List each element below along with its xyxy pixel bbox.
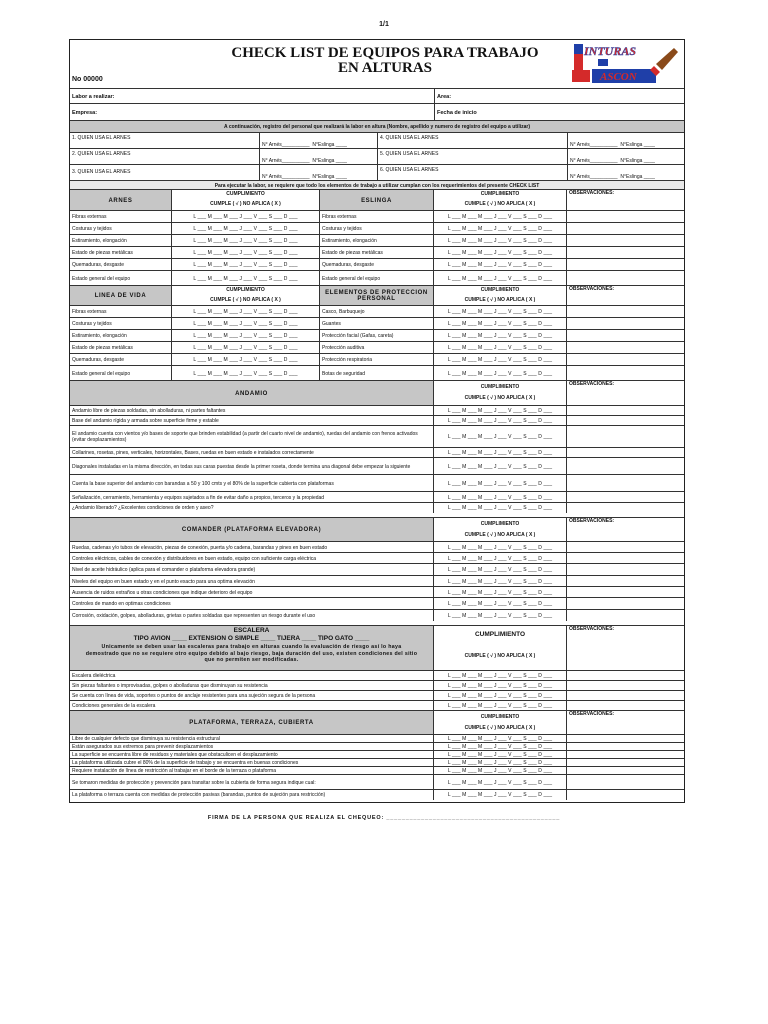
company-logo <box>570 42 680 86</box>
arnes-title: ARNES <box>70 190 172 211</box>
item-label: Costuras y tejidos <box>70 318 172 330</box>
days-check[interactable]: L ___ M ___ M ___ J ___ V ___ S ___ D ___ <box>434 475 567 492</box>
days-check[interactable]: L ___ M ___ M ___ J ___ V ___ S ___ D ___ <box>434 306 567 318</box>
empresa-field[interactable]: Empresa: <box>70 104 435 121</box>
svg-text:ASCON: ASCON <box>600 71 637 83</box>
checklist-row <box>70 609 684 621</box>
eslinga-title: ESLINGA <box>320 190 434 211</box>
days-check[interactable]: L ___ M ___ M ___ J ___ V ___ S ___ D ___ <box>172 223 320 235</box>
escalera-note: Unicamente se deben usar las escaleras para trabajo en alturas cuando la evaluación de riesgo así lo haya demostrado que no se requiere otro equipo debido al bajo riesgo, baja duración del uso, existen condiciones del sitio que no permiten ser modificadas. <box>85 644 418 664</box>
operator-4[interactable]: 4. QUIEN USA EL ARNES <box>378 133 568 149</box>
days-check[interactable]: L ___ M ___ M ___ J ___ V ___ S ___ D ___ <box>434 492 567 503</box>
eslinga-number: N°Eslinga ____ <box>620 174 655 180</box>
arnes-number: N° Arnés__________ <box>570 158 618 164</box>
days-check[interactable]: L ___ M ___ M ___ J ___ V ___ S ___ D ___ <box>434 458 567 475</box>
item-label: Requiere instalación de línea de restricción al trabajar en el borde de la terraza o plataforma <box>70 767 434 775</box>
cumple-legend: CUMPLE ( √ ) NO APLICA ( X ) <box>464 653 536 659</box>
item-label: Estiramiento, elongación <box>320 235 434 247</box>
item-label: Botas de seguridad <box>320 366 434 381</box>
item-label: Corrosión, oxidación, golpes, abolladuras, grietas o partes soldadas que representen un riesgo durante el uso <box>70 610 434 621</box>
harness-numbers[interactable] <box>260 165 378 181</box>
days-check[interactable]: L ___ M ___ M ___ J ___ V ___ S ___ D ___ <box>434 366 567 381</box>
checklist-row <box>70 502 684 513</box>
comander-title: COMANDER (PLATAFORMA ELEVADORA) <box>70 518 434 542</box>
item-label: La plataforma utilizada cubre el 80% de la superficie de trabajo y se encuentra en buenas condiciones <box>70 759 434 767</box>
checklist-row <box>70 774 684 790</box>
days-check[interactable]: L ___ M ___ M ___ J ___ V ___ S ___ D ___ <box>172 211 320 223</box>
eslinga-number: N°Eslinga ____ <box>620 158 655 164</box>
days-check[interactable]: L ___ M ___ M ___ J ___ V ___ S ___ D ___ <box>434 247 567 259</box>
arnes-number: N° Arnés__________ <box>570 142 618 148</box>
item-label: Controles eléctricos, cables de conexión y distribuidores en buen estado, equipo con suficiente carga eléctrica <box>70 553 434 564</box>
item-label: Diagonales instaladas en la misma dirección, en todas sus caras puestas desde la primer roseta, donde termina una diagonal debe empezar la siguiente <box>70 458 434 475</box>
item-label: Costuras y tejidos <box>70 223 172 235</box>
item-label: Cuenta la base superior del andamio con barandas a 50 y 100 cmts y el 80% de la superficie cubierta con plataformas <box>70 475 434 492</box>
item-label: Escalera dieléctrica <box>70 671 434 681</box>
days-check[interactable]: L ___ M ___ M ___ J ___ V ___ S ___ D ___ <box>172 271 320 286</box>
item-label: La plataforma o terraza cuenta con medidas de protección pasivas (barandas, puntos de sujeción para restricción) <box>70 790 434 800</box>
harness-numbers[interactable] <box>568 165 684 181</box>
observaciones-label: OBSERVACIONES: <box>569 518 615 524</box>
item-label: Collarines, rosetas, pines, verticales, horizontales, Bases, ruedas en buen estado e instalados correctamente <box>70 448 434 458</box>
cumple-legend: CUMPLE ( √ ) NO APLICA ( X ) <box>210 201 281 207</box>
days-check[interactable]: L ___ M ___ M ___ J ___ V ___ S ___ D ___ <box>172 247 320 259</box>
item-label: Estiramiento, elongación <box>70 235 172 247</box>
comander-header <box>70 517 684 542</box>
item-label: Fibras externas <box>70 211 172 223</box>
cumple-legend: CUMPLE ( √ ) NO APLICA ( X ) <box>464 395 536 401</box>
cumple-legend: CUMPLE ( √ ) NO APLICA ( X ) <box>464 532 536 538</box>
days-check[interactable]: L ___ M ___ M ___ J ___ V ___ S ___ D ___ <box>434 448 567 458</box>
observaciones-cell[interactable] <box>567 271 684 286</box>
page-number: 1/1 <box>379 21 389 28</box>
cumplimiento-label: CUMPLIMIENTO <box>480 287 520 293</box>
operator-2[interactable]: 2. QUIEN USA EL ARNES <box>70 149 260 165</box>
area-field[interactable]: Area: <box>437 93 452 100</box>
labor-area-row <box>70 88 684 104</box>
item-label: Están asegurados sus extremos para prevenir desplazamientos <box>70 743 434 751</box>
andamio-header <box>70 380 684 406</box>
title-line-2: EN ALTURAS <box>337 60 433 76</box>
item-label: Sin piezas faltantes o improvisadas, golpes o abolladuras que disminuyan su resistencia <box>70 681 434 691</box>
cumplimiento-label: CUMPLIMIENTO <box>226 287 265 293</box>
item-label: Protección respiratoria <box>320 354 434 366</box>
checklist-row <box>70 365 684 381</box>
item-label: Andamio libre de piezas soldadas, sin abolladuras, ni partes faltantes <box>70 406 434 416</box>
arnes-eslinga-header <box>70 189 684 211</box>
days-check[interactable]: L ___ M ___ M ___ J ___ V ___ S ___ D ___ <box>434 564 567 576</box>
days-check[interactable]: L ___ M ___ M ___ J ___ V ___ S ___ D ___ <box>434 271 567 286</box>
item-label: Protección auditiva <box>320 342 434 354</box>
days-check[interactable]: L ___ M ___ M ___ J ___ V ___ S ___ D ___ <box>172 330 320 342</box>
item-label: Quemaduras, desgaste <box>70 354 172 366</box>
item-label: Fibras externas <box>320 211 434 223</box>
personnel-row <box>70 148 684 165</box>
observaciones-cell[interactable] <box>567 790 684 800</box>
operator-5[interactable]: 5. QUIEN USA EL ARNES <box>378 149 568 165</box>
days-check[interactable]: L ___ M ___ M ___ J ___ V ___ S ___ D ___ <box>434 681 567 691</box>
escalera-title: ESCALERA <box>233 627 270 634</box>
cumple-legend: CUMPLE ( √ ) NO APLICA ( X ) <box>210 297 281 303</box>
days-check[interactable]: L ___ M ___ M ___ J ___ V ___ S ___ D ___ <box>434 211 567 223</box>
harness-numbers[interactable] <box>568 149 684 165</box>
item-label: El andamio cuenta con vientos y/o bases de soporte que brinden estabilidad (a partir del cuarto nivel de andamio), ruedas del andamio con frenos activados (evitar desplazamientos) <box>70 426 434 448</box>
form-title <box>220 46 550 76</box>
days-check[interactable]: L ___ M ___ M ___ J ___ V ___ S ___ D ___ <box>172 235 320 247</box>
cumplimiento-label: CUMPLIMIENTO <box>480 191 520 197</box>
item-label: Ruedas, cadenas y/o tubos de elevación, piezas de conexión, puerta y/o cadena, barandas y pines en buen estado <box>70 542 434 553</box>
days-check[interactable]: L ___ M ___ M ___ J ___ V ___ S ___ D ___ <box>172 354 320 366</box>
days-check[interactable]: L ___ M ___ M ___ J ___ V ___ S ___ D ___ <box>434 259 567 271</box>
item-label: Estado de piezas metálicas <box>70 342 172 354</box>
days-check[interactable]: L ___ M ___ M ___ J ___ V ___ S ___ D ___ <box>434 235 567 247</box>
days-check[interactable]: L ___ M ___ M ___ J ___ V ___ S ___ D ___ <box>434 542 567 553</box>
days-check[interactable]: L ___ M ___ M ___ J ___ V ___ S ___ D ___ <box>434 354 567 366</box>
harness-numbers[interactable] <box>260 133 378 149</box>
eslinga-number: N°Eslinga ____ <box>620 142 655 148</box>
observaciones-label: OBSERVACIONES: <box>569 711 615 717</box>
labor-field[interactable]: Labor a realizar: <box>70 89 435 104</box>
cumplimiento-label: CUMPLIMIENTO <box>226 191 265 197</box>
cumplimiento-label: CUMPLIMIENTO <box>480 384 520 390</box>
arnes-number: N° Arnés__________ <box>262 142 310 148</box>
days-check[interactable]: L ___ M ___ M ___ J ___ V ___ S ___ D ___ <box>434 735 567 743</box>
item-label: Señalización, cerramiento, herramienta y equipos sujetados a fin de evitar daño a propios, terceros y la propiedad <box>70 492 434 503</box>
item-label: Casco, Barbuquejo <box>320 306 434 318</box>
item-label: Se cuenta con línea de vida, soportes o puntos de anclaje resistentes para una sujeción segura de la persona <box>70 691 434 701</box>
days-check[interactable]: L ___ M ___ M ___ J ___ V ___ S ___ D ___ <box>434 342 567 354</box>
cumplimiento-header <box>434 286 567 306</box>
item-label: Nivel de aceite hidráulico (aplica para el comander o plataforma elevadora grande) <box>70 564 434 576</box>
checklist-row <box>70 789 684 800</box>
cumplimiento-header <box>434 381 567 406</box>
days-check[interactable]: L ___ M ___ M ___ J ___ V ___ S ___ D ___ <box>434 330 567 342</box>
andamio-title: ANDAMIO <box>70 381 434 406</box>
eslinga-number: N°Eslinga ____ <box>312 174 347 180</box>
days-check[interactable]: L ___ M ___ M ___ J ___ V ___ S ___ D ___ <box>434 751 567 759</box>
cumple-legend: CUMPLE ( √ ) NO APLICA ( X ) <box>464 297 536 303</box>
checklist-row <box>70 425 684 448</box>
linea-epp-header <box>70 285 684 306</box>
escalera-header <box>70 625 684 671</box>
days-check[interactable]: L ___ M ___ M ___ J ___ V ___ S ___ D ___ <box>434 576 567 587</box>
checklist-row <box>70 474 684 492</box>
cumplimiento-header <box>434 518 567 542</box>
harness-numbers[interactable] <box>260 149 378 165</box>
days-check[interactable]: L ___ M ___ M ___ J ___ V ___ S ___ D ___ <box>434 587 567 598</box>
cumplimiento-header <box>434 190 567 211</box>
item-label: Estado general del equipo <box>320 271 434 286</box>
item-label: Ausencia de ruidos extraños u otras condiciones que indique deterioro del equipo <box>70 587 434 598</box>
days-check[interactable]: L ___ M ___ M ___ J ___ V ___ S ___ D ___ <box>434 598 567 610</box>
observaciones-cell[interactable] <box>567 426 684 448</box>
observaciones-cell[interactable] <box>567 610 684 621</box>
days-check[interactable]: L ___ M ___ M ___ J ___ V ___ S ___ D ___ <box>434 426 567 448</box>
days-check[interactable]: L ___ M ___ M ___ J ___ V ___ S ___ D ___ <box>434 790 567 800</box>
operator-6[interactable]: 6. QUIEN USA EL ARNES <box>378 165 568 181</box>
item-label: Niveles del equipo en buen estado y en el punto exacto para una optima elevación <box>70 576 434 587</box>
plataforma-title: PLATAFORMA, TERRAZA, CUBIERTA <box>70 711 434 735</box>
operator-1[interactable]: 1. QUIEN USA EL ARNES <box>70 133 260 149</box>
days-check[interactable]: L ___ M ___ M ___ J ___ V ___ S ___ D ___ <box>172 318 320 330</box>
personnel-row <box>70 164 684 181</box>
days-check[interactable]: L ___ M ___ M ___ J ___ V ___ S ___ D ___ <box>434 767 567 775</box>
days-check[interactable]: L ___ M ___ M ___ J ___ V ___ S ___ D ___ <box>434 503 567 513</box>
escalera-block <box>70 626 434 671</box>
operator-3[interactable]: 3. QUIEN USA EL ARNES <box>70 165 260 181</box>
cumple-legend: CUMPLE ( √ ) NO APLICA ( X ) <box>464 725 536 731</box>
checklist-form <box>69 39 685 803</box>
epp-title: ELEMENTOS DE PROTECCION PERSONAL <box>320 286 434 306</box>
observaciones-cell[interactable] <box>567 475 684 492</box>
cumplimiento-label: CUMPLIMIENTO <box>474 631 526 638</box>
days-check[interactable]: L ___ M ___ M ___ J ___ V ___ S ___ D ___ <box>434 223 567 235</box>
item-label: Protección facial (Gafas, careta) <box>320 330 434 342</box>
title-line-1: CHECK LIST DE EQUIPOS PARA TRABAJO <box>231 45 539 61</box>
item-label: Estado de piezas metálicas <box>70 247 172 259</box>
days-check[interactable]: L ___ M ___ M ___ J ___ V ___ S ___ D ___ <box>434 691 567 701</box>
item-label: ¿Andamio liberado? ¿Excelentes condiciones de orden y aseo? <box>70 503 434 513</box>
cumplimiento-header <box>434 711 567 735</box>
item-label: Quemaduras, desgaste <box>320 259 434 271</box>
harness-numbers[interactable] <box>568 133 684 149</box>
observaciones-cell[interactable] <box>567 503 684 513</box>
form-header <box>70 40 684 88</box>
item-label: Fibras externas <box>70 306 172 318</box>
observaciones-label: OBSERVACIONES: <box>569 190 615 196</box>
checklist-row <box>70 457 684 475</box>
days-check[interactable]: L ___ M ___ M ___ J ___ V ___ S ___ D ___ <box>434 775 567 790</box>
checklist-row <box>70 270 684 286</box>
cumplimiento-label: CUMPLIMIENTO <box>480 714 520 720</box>
item-label: Estado general del equipo <box>70 366 172 381</box>
observaciones-cell[interactable] <box>567 458 684 475</box>
observaciones-cell[interactable] <box>567 775 684 790</box>
item-label: Estado de piezas metálicas <box>320 247 434 259</box>
days-check[interactable]: L ___ M ___ M ___ J ___ V ___ S ___ D ___ <box>434 406 567 416</box>
item-label: Estiramiento, elongación <box>70 330 172 342</box>
item-label: Estado general del equipo <box>70 271 172 286</box>
item-label: Quemaduras, desgaste <box>70 259 172 271</box>
days-check[interactable]: L ___ M ___ M ___ J ___ V ___ S ___ D ___ <box>434 743 567 751</box>
observaciones-label: OBSERVACIONES: <box>569 286 615 292</box>
doc-number: No 00000 <box>72 76 103 83</box>
days-check[interactable]: L ___ M ___ M ___ J ___ V ___ S ___ D ___ <box>434 671 567 681</box>
signature-line[interactable]: FIRMA DE LA PERSONA QUE REALIZA EL CHEQUEO: _____________________________________________ <box>207 815 561 821</box>
item-label: Costuras y tejidos <box>320 223 434 235</box>
days-check[interactable]: L ___ M ___ M ___ J ___ V ___ S ___ D ___ <box>172 366 320 381</box>
cumplimiento-header <box>172 286 320 306</box>
item-label: Guantes <box>320 318 434 330</box>
cumplimiento-header <box>434 626 567 671</box>
days-check[interactable]: L ___ M ___ M ___ J ___ V ___ S ___ D ___ <box>434 416 567 426</box>
personnel-intro: A continuación, registro del personal que realizará la labor en altura (Nombre, apellido y numero de registro del equipo a utilizar) <box>70 120 684 133</box>
plataforma-header <box>70 710 684 735</box>
days-check[interactable]: L ___ M ___ M ___ J ___ V ___ S ___ D ___ <box>434 610 567 621</box>
days-check[interactable]: L ___ M ___ M ___ J ___ V ___ S ___ D ___ <box>434 318 567 330</box>
arnes-number: N° Arnés__________ <box>262 174 310 180</box>
eslinga-number: N°Eslinga ____ <box>312 158 347 164</box>
days-check[interactable]: L ___ M ___ M ___ J ___ V ___ S ___ D ___ <box>172 259 320 271</box>
instruction-note: Para ejecutar la labor, se requiere que todo los elementos de trabajo a utilizar cumplan con los requerimientos del presente CHECK LIST <box>70 180 684 190</box>
personnel-row <box>70 132 684 149</box>
arnes-number: N° Arnés__________ <box>262 158 310 164</box>
fecha-field[interactable]: Fecha de inicio <box>437 109 477 116</box>
svg-text:INTURAS: INTURAS <box>584 44 637 58</box>
days-check[interactable]: L ___ M ___ M ___ J ___ V ___ S ___ D ___ <box>434 701 567 711</box>
arnes-number: N° Arnés__________ <box>570 174 618 180</box>
observaciones-cell[interactable] <box>567 366 684 381</box>
linea-title: LINEA DE VIDA <box>70 286 172 306</box>
cumplimiento-header <box>172 190 320 211</box>
cumplimiento-label: CUMPLIMIENTO <box>480 521 520 527</box>
eslinga-number: N°Eslinga ____ <box>312 142 347 148</box>
cumple-legend: CUMPLE ( √ ) NO APLICA ( X ) <box>464 201 536 207</box>
days-check[interactable]: L ___ M ___ M ___ J ___ V ___ S ___ D ___ <box>434 759 567 767</box>
item-label: La superficie se encuentra libre de residuos y materiales que obstaculicen el desplazamiento <box>70 751 434 759</box>
item-label: Condiciones generales de la escalera <box>70 701 434 711</box>
days-check[interactable]: L ___ M ___ M ___ J ___ V ___ S ___ D ___ <box>172 342 320 354</box>
observaciones-label: OBSERVACIONES: <box>569 626 615 632</box>
observaciones-label: OBSERVACIONES: <box>569 381 615 387</box>
escalera-types[interactable]: TIPO AVION ____ EXTENSION O SIMPLE ____ TIJERA ____ TIPO GATO ____ <box>133 635 370 642</box>
item-label: Base del andamio rígida y armada sobre superficie firme y estable <box>70 416 434 426</box>
days-check[interactable]: L ___ M ___ M ___ J ___ V ___ S ___ D ___ <box>434 553 567 564</box>
item-label: Controles de mando en optimas condiciones <box>70 598 434 610</box>
item-label: Libre de cualquier defecto que disminuya su resistencia estructural <box>70 735 434 743</box>
days-check[interactable]: L ___ M ___ M ___ J ___ V ___ S ___ D ___ <box>172 306 320 318</box>
empresa-fecha-row <box>70 103 684 121</box>
item-label: Se tomaron medidas de protección y prevención para transitar sobre la cubierta de forma segura indique cual: <box>70 775 434 790</box>
